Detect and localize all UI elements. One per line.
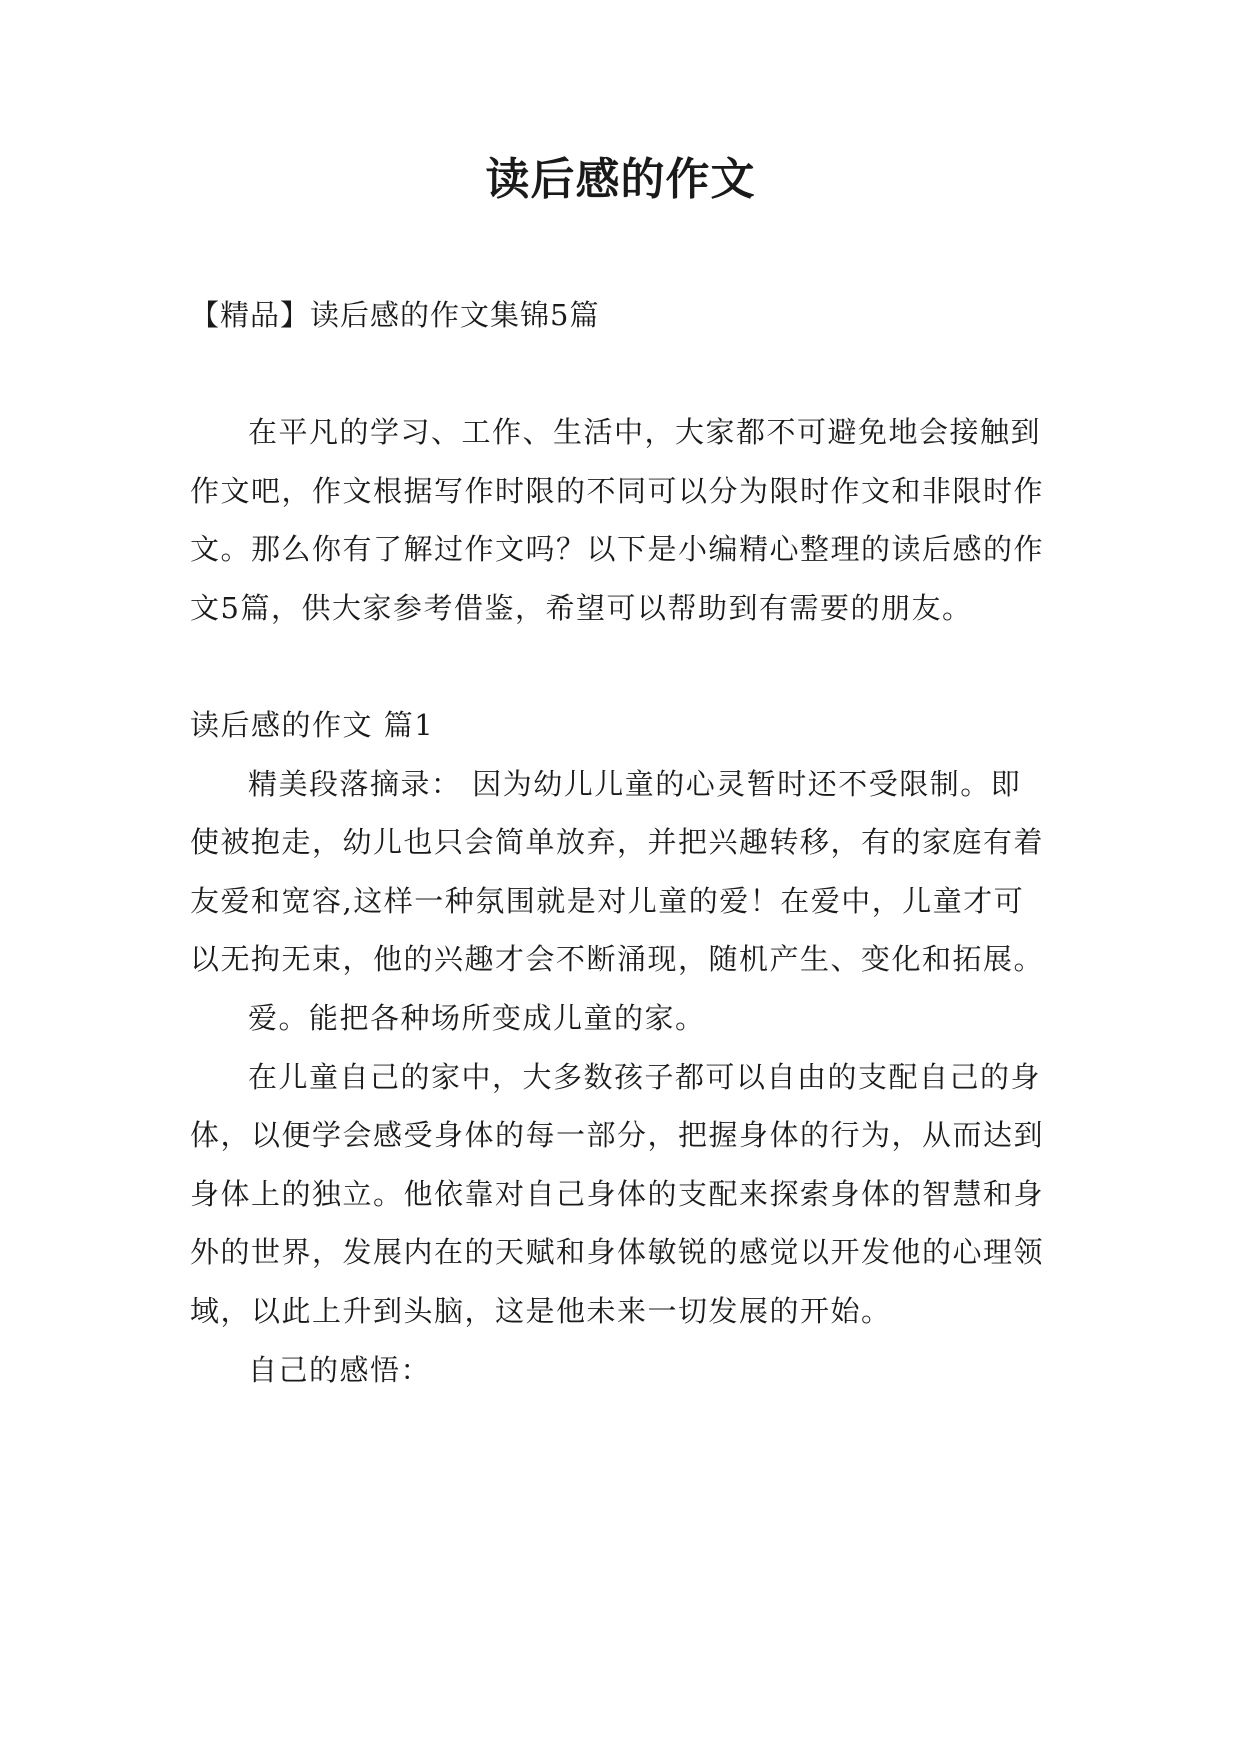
body-paragraph: 在儿童自己的家中，大多数孩子都可以自由的支配自己的身体，以便学会感受身体的每一部分，把握身体的行为，从而达到身体上的独立。他依靠对自己身体的支配来探索身体的智慧和身外的世界，发展内在的天赋和身体敏锐的感觉以开发他的心理领域，以此上升到头脑，这是他未来一切发展的开始。	[190, 1059, 1045, 1328]
body-paragraph: 爱。能把各种场所变成儿童的家。	[248, 1000, 706, 1035]
body-paragraph: 自己的感悟：	[248, 1352, 432, 1387]
paragraph-gap	[190, 637, 1050, 696]
intro-paragraph: 在平凡的学习、工作、生活中，大家都不可避免地会接触到作文吧，作文根据写作时限的不同可以分为限时作文和非限时作文。那么你有了解过作文吗？以下是小编精心整理的读后感的作文5篇，供大家参考借鉴，希望可以帮助到有需要的朋友。	[190, 415, 1045, 625]
document-subtitle: 【精品】读后感的作文集锦5篇	[190, 298, 600, 332]
document-title: 读后感的作文	[485, 154, 756, 205]
document-body	[190, 403, 1050, 1399]
body-paragraph: 精美段落摘录： 因为幼儿儿童的心灵暂时还不受限制。即使被抱走，幼儿也只会简单放弃，并把兴趣转移，有的家庭有着友爱和宽容,这样一种氛围就是对儿童的爱！在爱中，儿童才可以无拘无束，他的兴趣才会不断涌现，随机产生、变化和拓展。	[190, 766, 1045, 977]
section-heading: 读后感的作文 篇1	[190, 707, 435, 742]
